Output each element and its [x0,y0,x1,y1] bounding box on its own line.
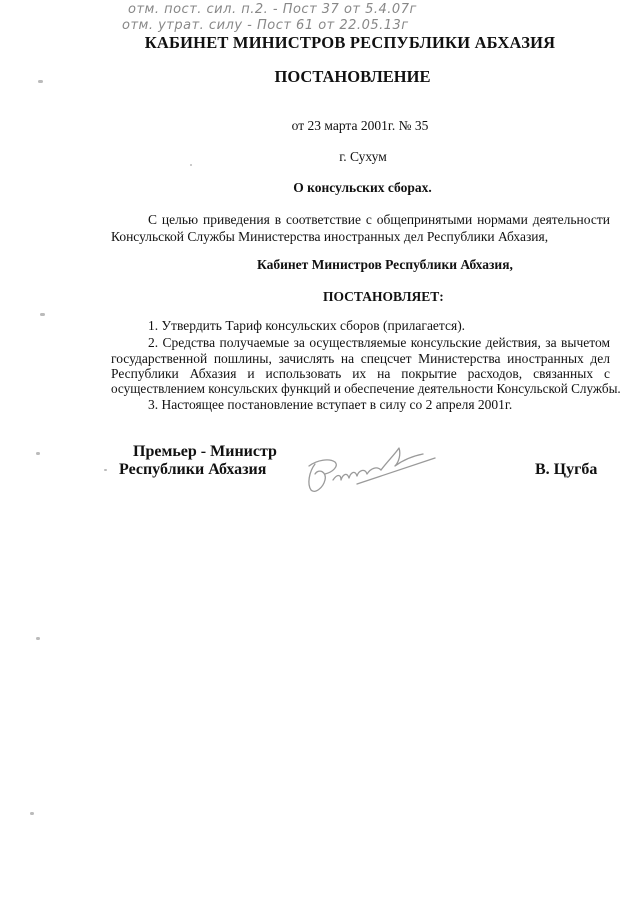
signatory-name: В. Цугба [535,461,598,478]
scan-speck [30,812,34,815]
item-2-line4: осуществлением консульских функций и обеспечение деятельности Консульской Службы. [111,381,621,396]
signatory-title-line2: Республики Абхазия [119,461,267,478]
city: г. Сухум [339,149,387,164]
preamble-line2: Консульской Службы Министерства иностранных дел Республики Абхазия, [111,229,549,244]
item-2-line1: 2. Средства получаемые за осуществляемые консульские действия, за вычетом [148,335,610,350]
item-2-line3: Республики Абхазия и использовать их на покрытие расходов, связанных с [111,366,610,381]
signatory-title-line1: Премьер - Министр [133,443,277,460]
scan-speck [36,452,40,455]
item-1: 1. Утвердить Тариф консульских сборов (прилагается). [148,318,466,333]
resolves-heading: ПОСТАНОВЛЯЕТ: [323,289,444,304]
preamble-line1: С целью приведения в соответствие с общепринятыми нормами деятельности [148,212,610,227]
handwritten-annotation-line2: отм. утрат. силу - Пост 61 от 22.05.13г [122,18,409,33]
scan-speck [190,164,192,166]
scan-speck [36,637,40,640]
item-3: 3. Настоящее постановление вступает в силу со 2 апреля 2001г. [148,397,513,412]
handwritten-annotation-line1: отм. пост. сил. п.2. - Пост 37 от 5.4.07г [128,2,417,17]
document-type: ПОСТАНОВЛЕНИЕ [274,67,431,86]
organization-title: КАБИНЕТ МИНИСТРОВ РЕСПУБЛИКИ АБХАЗИЯ [144,33,556,52]
document-subject: О консульских сборах. [293,180,432,195]
item-2-line2: государственной пошлины, зачислять на спецсчет Министерства иностранных дел [111,351,610,366]
date-number: от 23 марта 2001г. № 35 [291,118,429,133]
scan-speck [40,313,45,316]
scan-speck [38,80,43,83]
handwritten-signature [295,440,445,496]
issuer: Кабинет Министров Республики Абхазия, [257,257,513,272]
scan-speck [104,469,107,471]
